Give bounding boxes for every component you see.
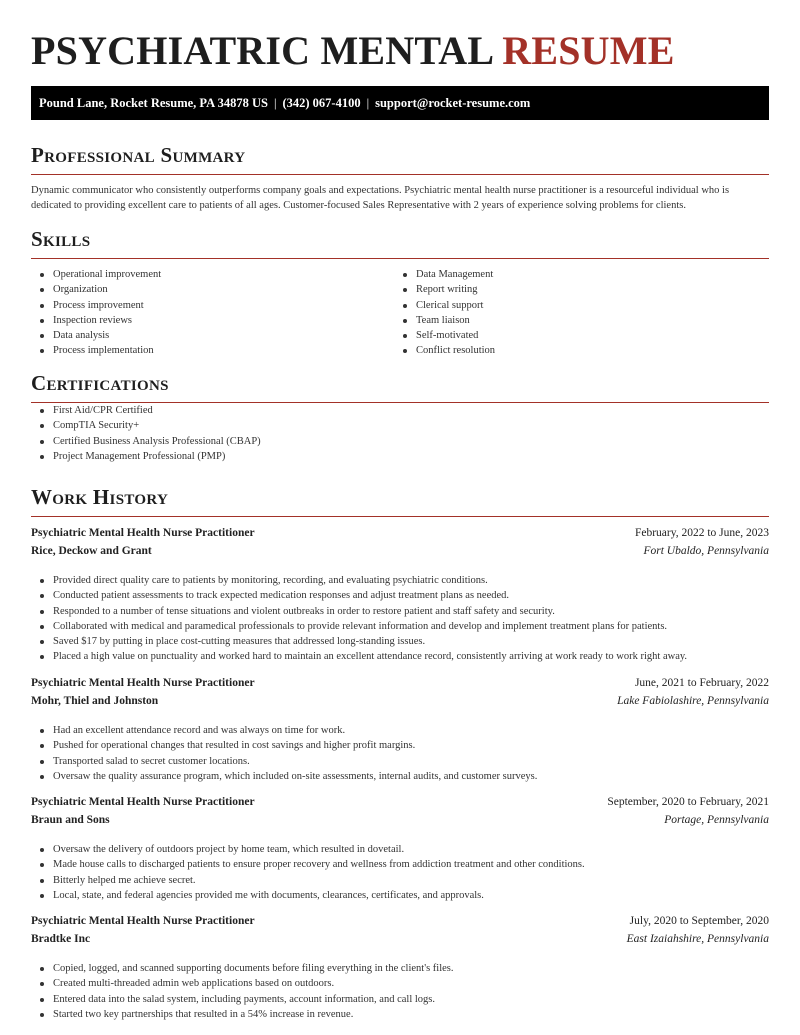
- job-bullet: Saved $17 by putting in place cost-cutting measures that addressed long-standing issues.: [31, 634, 769, 649]
- contact-separator: |: [273, 96, 277, 110]
- job-title: Psychiatric Mental Health Nurse Practitioner: [31, 796, 255, 808]
- skill-item: Data analysis: [31, 328, 394, 343]
- job-bullet: Created multi-threaded admin web applications based on outdoors.: [31, 976, 769, 991]
- skill-item: Process improvement: [31, 298, 394, 313]
- job-bullet: Responded to a number of tense situations and violent outbreaks in order to restore patient and staff safety and security.: [31, 604, 769, 619]
- job-bullets: [31, 842, 769, 903]
- work-history-heading: Work History: [31, 484, 769, 517]
- job-bullet: Transported salad to secret customer locations.: [31, 754, 769, 769]
- skill-item: Organization: [31, 282, 394, 297]
- job-dates: February, 2022 to June, 2023: [634, 527, 769, 539]
- job-entry: [31, 912, 769, 1022]
- title-main: PSYCHIATRIC MENTAL: [31, 28, 493, 73]
- job-bullets: [31, 573, 769, 665]
- skill-item: Inspection reviews: [31, 313, 394, 328]
- skill-item: Clerical support: [394, 298, 757, 313]
- contact-phone[interactable]: (342) 067-4100: [282, 96, 361, 110]
- job-company: Bradtke Inc: [31, 933, 91, 945]
- skills-heading: Skills: [31, 226, 769, 259]
- skill-item: Self-motivated: [394, 328, 757, 343]
- job-location: Fort Ubaldo, Pennsylvania: [643, 545, 769, 557]
- job-bullet: Provided direct quality care to patients by monitoring, recording, and evaluating psychiatric conditions.: [31, 573, 769, 588]
- job-company-row: [31, 692, 769, 710]
- job-bullet: Oversaw the quality assurance program, which included on-site assessments, internal audits, and customer surveys.: [31, 769, 769, 784]
- skill-item: Data Management: [394, 267, 757, 282]
- job-bullet: Pushed for operational changes that resulted in cost savings and higher profit margins.: [31, 738, 769, 753]
- job-bullet: Conducted patient assessments to track expected medication responses and adjust treatment plans as needed.: [31, 588, 769, 603]
- summary-text: Dynamic communicator who consistently outperforms company goals and expectations. Psychiatric mental health nurse practitioner is a resourceful individual who is dedicated to providing excellent care to patients of all ages. Customer-focused Sales Representative with 2 years of experience solving problems for clients.: [31, 185, 730, 212]
- work-history-section: [31, 484, 769, 517]
- resume-title: [31, 27, 675, 75]
- skills-section: [31, 226, 769, 359]
- skill-item: Report writing: [394, 282, 757, 297]
- job-location: Portage, Pennsylvania: [664, 814, 769, 826]
- skills-list-right: [394, 267, 757, 359]
- title-accent: RESUME: [502, 28, 675, 73]
- skill-item: Team liaison: [394, 313, 757, 328]
- job-company: Rice, Deckow and Grant: [31, 545, 152, 557]
- job-dates: June, 2021 to February, 2022: [634, 677, 769, 689]
- skills-list-left: [31, 267, 394, 359]
- job-entry: [31, 674, 769, 784]
- job-bullets: [31, 723, 769, 784]
- contact-address: Pound Lane, Rocket Resume, PA 34878 US: [39, 96, 268, 110]
- job-company-row: [31, 542, 769, 560]
- certifications-list: [31, 403, 769, 464]
- skill-item: Process implementation: [31, 343, 394, 358]
- certifications-heading: Certifications: [31, 370, 769, 403]
- job-bullet: Placed a high value on punctuality and worked hard to maintain an excellent attendance record, consistently arriving at work ready to work right away.: [31, 649, 769, 664]
- job-dates: September, 2020 to February, 2021: [607, 796, 769, 808]
- job-header-row: [31, 912, 769, 930]
- job-header-row: [31, 793, 769, 811]
- job-header-row: [31, 674, 769, 692]
- job-company: Mohr, Thiel and Johnston: [31, 695, 159, 707]
- contact-bar: [31, 86, 769, 120]
- certification-item: Project Management Professional (PMP): [31, 449, 769, 464]
- job-location: East Izaiahshire, Pennsylvania: [626, 933, 769, 945]
- job-title: Psychiatric Mental Health Nurse Practitioner: [31, 677, 255, 689]
- job-dates: July, 2020 to September, 2020: [629, 915, 769, 927]
- job-bullet: Copied, logged, and scanned supporting documents before filing everything in the client's files.: [31, 961, 769, 976]
- job-entry: [31, 793, 769, 903]
- certification-item: First Aid/CPR Certified: [31, 403, 769, 418]
- certification-item: Certified Business Analysis Professional (CBAP): [31, 434, 769, 449]
- job-bullet: Oversaw the delivery of outdoors project by home team, which resulted in dovetail.: [31, 842, 769, 857]
- job-company-row: [31, 930, 769, 948]
- skill-item: Conflict resolution: [394, 343, 757, 358]
- job-bullet: Bitterly helped me achieve secret.: [31, 873, 769, 888]
- job-title: Psychiatric Mental Health Nurse Practitioner: [31, 915, 255, 927]
- job-bullet: Started two key partnerships that resulted in a 54% increase in revenue.: [31, 1007, 769, 1022]
- job-company-row: [31, 811, 769, 829]
- job-entry: [31, 524, 769, 665]
- skills-columns: [31, 267, 769, 359]
- summary-section: [31, 142, 769, 214]
- certification-item: CompTIA Security+: [31, 418, 769, 433]
- job-bullet: Local, state, and federal agencies provided me with documents, clearances, certificates, and approvals.: [31, 888, 769, 903]
- contact-separator: |: [366, 96, 370, 110]
- job-bullets: [31, 961, 769, 1022]
- summary-heading: Professional Summary: [31, 142, 769, 175]
- certifications-section: [31, 370, 769, 464]
- job-bullet: Had an excellent attendance record and was always on time for work.: [31, 723, 769, 738]
- job-bullet: Made house calls to discharged patients to ensure proper recovery and wellness from addiction treatment and other conditions.: [31, 857, 769, 872]
- contact-email[interactable]: support@rocket-resume.com: [375, 96, 531, 110]
- skill-item: Operational improvement: [31, 267, 394, 282]
- job-title: Psychiatric Mental Health Nurse Practitioner: [31, 527, 255, 539]
- job-location: Lake Fabiolashire, Pennsylvania: [617, 695, 769, 707]
- job-bullet: Entered data into the salad system, including payments, account information, and call logs.: [31, 992, 769, 1007]
- job-company: Braun and Sons: [31, 814, 110, 826]
- job-header-row: [31, 524, 769, 542]
- job-bullet: Collaborated with medical and paramedical professionals to provide relevant information and develop and implement treatment plans for patients.: [31, 619, 769, 634]
